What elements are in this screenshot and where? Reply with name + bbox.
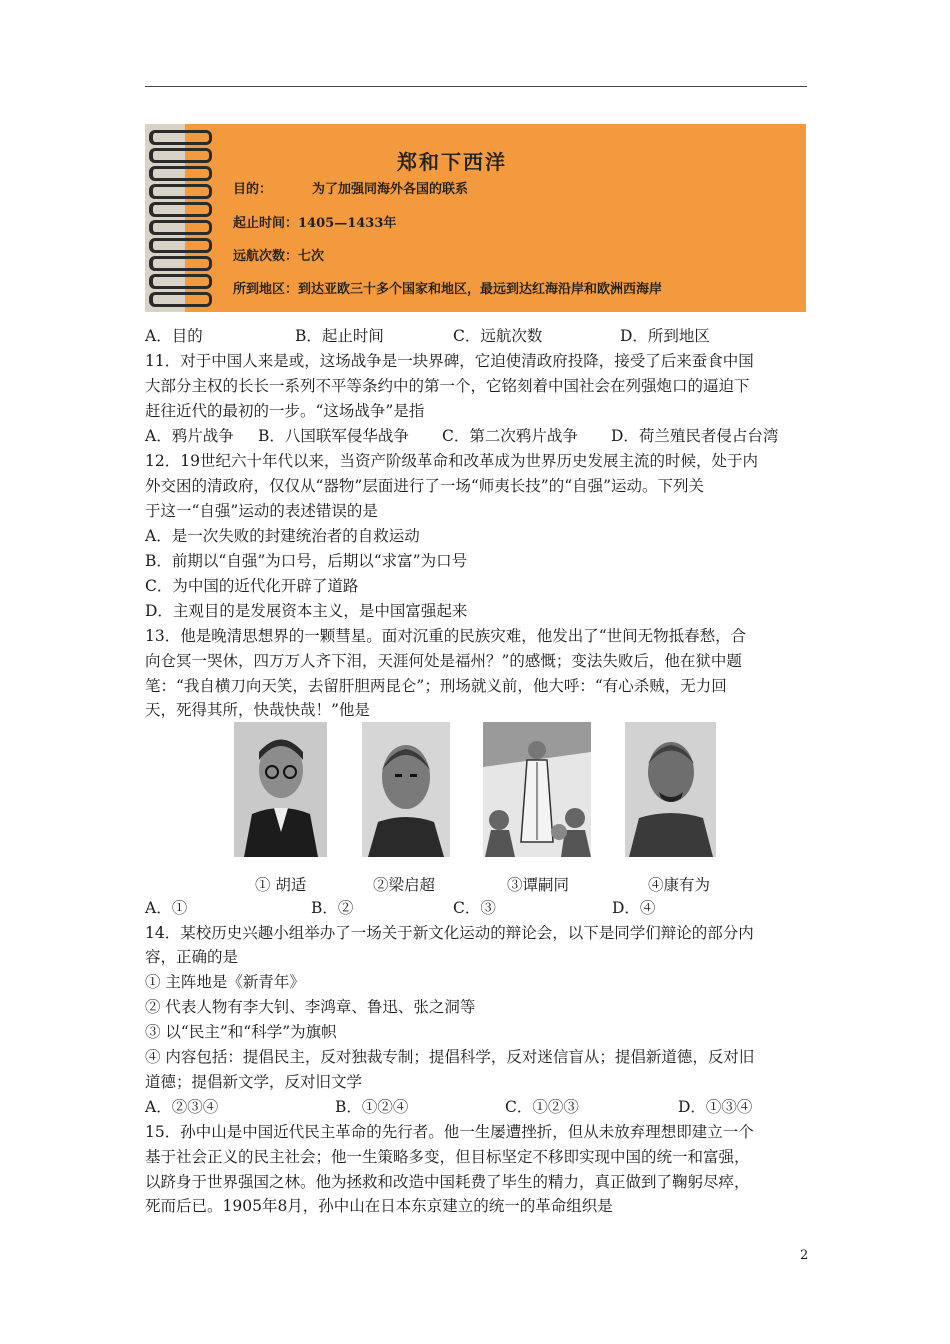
q15-line: 基于社会正义的民主社会；他一生策略多变，但目标坚定不移即实现中国的统一和富强， xyxy=(145,1148,750,1166)
spiral-ring-icon xyxy=(149,220,212,235)
q13-line: 笔：“我自横刀向天笑，去留肝胆两昆仑”；刑场就义前，他大呼：“有心杀贼，无力回 xyxy=(145,677,727,695)
q13-line: 向仓冥一哭休，四万万人齐下泪，天涯何处是福州？”的感慨；变法失败后，他在狱中题 xyxy=(145,652,742,670)
q14-statement-2: ② 代表人物有李大钊、李鸿章、鲁迅、张之洞等 xyxy=(145,998,476,1016)
q12-option-d: D．主观目的是发展资本主义，是中国富强起来 xyxy=(145,602,468,620)
q12-line: 12．19世纪六十年代以来，当资产阶级革命和改革成为世界历史发展主流的时候，处于内 xyxy=(145,452,758,470)
q10-option-b: B．起止时间 xyxy=(295,327,384,345)
q10-option-a: A．目的 xyxy=(145,327,203,345)
card-row-value: 1405—1433年 xyxy=(298,216,397,231)
card-row-label: 起止时间： xyxy=(233,216,299,231)
spiral-ring-icon xyxy=(149,238,212,253)
q14-statement-3: ③ 以“民主”和“科学”为旗帜 xyxy=(145,1023,337,1041)
portrait-liang-qichao xyxy=(362,722,450,857)
header-rule xyxy=(145,86,807,87)
q13-option-c: C．③ xyxy=(453,899,496,917)
page-number: 2 xyxy=(800,1248,809,1263)
card-row-label: 远航次数： xyxy=(233,249,299,264)
spiral-ring-icon xyxy=(149,292,212,307)
q11-option-a: A．鸦片战争 xyxy=(145,427,234,445)
portrait-hu-shi xyxy=(234,722,327,857)
portrait-tan-sitong xyxy=(483,722,591,857)
spiral-ring-icon xyxy=(149,274,212,289)
q14-statement-4: ④ 内容包括：提倡民主，反对独裁专制；提倡科学，反对迷信盲从；提倡新道德，反对旧 xyxy=(145,1048,755,1066)
q10-option-c: C．远航次数 xyxy=(453,327,543,345)
q12-line: 外交困的清政府，仅仅从“器物”层面进行了一场“师夷长技”的“自强”运动。下列关 xyxy=(145,477,705,495)
card-row-period xyxy=(233,212,396,231)
q14-statement-1: ① 主阵地是《新青年》 xyxy=(145,973,305,991)
q14-line: 容，正确的是 xyxy=(145,948,239,966)
q13-option-a: A．① xyxy=(145,899,188,917)
q14-option-d: D．①③④ xyxy=(678,1098,753,1116)
q11-line: 大部分主权的长长一系列不平等条约中的第一个，它铭刻着中国社会在列强炮口的逼迫下 xyxy=(145,377,750,395)
q11-option-d: D．荷兰殖民者侵占台湾 xyxy=(611,427,779,445)
q14-line: 14．某校历史兴趣小组举办了一场关于新文化运动的辩论会，以下是同学们辩论的部分内 xyxy=(145,924,754,942)
spiral-ring-icon xyxy=(149,130,212,145)
caption-tan-sitong: ③谭嗣同 xyxy=(507,876,570,894)
card-row-value: 七次 xyxy=(298,249,325,264)
q14-option-b: B．①②④ xyxy=(335,1098,409,1116)
caption-liang-qichao: ②梁启超 xyxy=(373,876,436,894)
q12-option-a: A．是一次失败的封建统治者的自救运动 xyxy=(145,527,420,545)
card-row-value: 到达亚欧三十多个国家和地区，最远到达红海沿岸和欧洲西海岸 xyxy=(298,282,663,297)
q13-option-d: D．④ xyxy=(612,899,656,917)
q13-line: 13．他是晚清思想界的一颗彗星。面对沉重的民族灾难，他发出了“世间无物抵春愁，合 xyxy=(145,627,747,645)
q13-option-b: B．② xyxy=(311,899,354,917)
q13-line: 天，死得其所，快哉快哉！”他是 xyxy=(145,701,370,719)
zhenghe-info-card xyxy=(145,124,806,312)
q14-statement-4-cont: 道德；提倡新文学，反对旧文学 xyxy=(145,1073,363,1091)
portrait-kang-youwei xyxy=(625,722,716,857)
q15-line: 15．孙中山是中国近代民主革命的先行者。他一生屡遭挫折，但从未放弃理想即建立一个 xyxy=(145,1123,754,1141)
q14-option-a: A．②③④ xyxy=(145,1098,219,1116)
q10-option-d: D．所到地区 xyxy=(620,327,710,345)
q12-option-b: B．前期以“自强”为口号，后期以“求富”为口号 xyxy=(145,552,468,570)
q11-option-c: C．第二次鸦片战争 xyxy=(442,427,578,445)
spiral-ring-icon xyxy=(149,148,212,163)
caption-kang-youwei: ④康有为 xyxy=(648,876,711,894)
q15-line: 以跻身于世界强国之林。他为拯救和改造中国耗费了毕生的精力，真正做到了鞠躬尽瘁， xyxy=(145,1173,750,1191)
card-row-label: 目的： xyxy=(233,182,273,197)
card-row-purpose xyxy=(233,178,468,197)
q11-line: 11．对于中国人来是或，这场战争是一块界碑，它迫使清政府投降，接受了后来蚕食中国 xyxy=(145,352,754,370)
spiral-ring-icon xyxy=(149,184,212,199)
card-row-voyages xyxy=(233,245,324,264)
spiral-ring-icon xyxy=(149,256,212,271)
q15-line: 死而后已。1905年8月，孙中山在日本东京建立的统一的革命组织是 xyxy=(145,1197,613,1215)
spiral-ring-icon xyxy=(149,166,212,181)
caption-hu-shi: ① 胡适 xyxy=(255,876,307,894)
spiral-ring-icon xyxy=(149,202,212,217)
card-row-label: 所到地区： xyxy=(233,282,299,297)
q12-line: 于这一“自强”运动的表述错误的是 xyxy=(145,502,378,520)
q14-option-c: C．①②③ xyxy=(505,1098,579,1116)
card-row-regions xyxy=(233,278,662,297)
card-row-value: 为了加强同海外各国的联系 xyxy=(312,182,469,197)
q12-option-c: C．为中国的近代化开辟了道路 xyxy=(145,577,359,595)
q11-line: 赶往近代的最初的一步。“这场战争”是指 xyxy=(145,402,425,420)
card-title: 郑和下西洋 xyxy=(397,150,507,174)
q11-option-b: B．八国联军侵华战争 xyxy=(258,427,409,445)
